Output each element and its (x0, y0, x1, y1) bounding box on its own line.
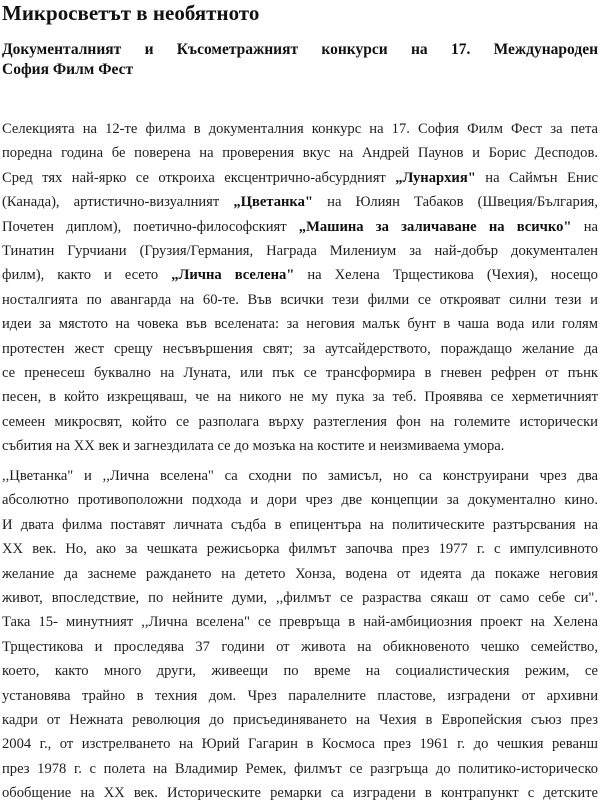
text-segment: което, както много други, живеещи по време на социалистическия режим, се (2, 663, 598, 680)
text-line (2, 659, 598, 683)
text-segment: поредна година бе поверена на проверения вкус на Андрей Паунов и Борис Десподов. (2, 145, 598, 162)
text-segment: И двата филма поставят личната съдба в епицентъра на политическите разтърсвания на (2, 516, 598, 533)
article-title: Микросветът в необятното (2, 1, 260, 25)
text-line (2, 117, 598, 141)
text-line (2, 732, 598, 756)
text-line (2, 166, 598, 190)
text-segment: на Юлиян Табаков (Швеция/България, (313, 194, 598, 211)
text-segment: семеен микросвят, който се разполага върху разтегления фон на големите исторически (2, 413, 598, 430)
text-segment: Почетен диплом), поетично-философският (2, 218, 299, 235)
film-title-bold: „Лична вселена" (171, 267, 295, 284)
text-segment: установява трайно в техния дом. Чрез паралелните пластове, изградени от архивни (2, 687, 598, 704)
subtitle-line: Документалният и Късометражният конкурси на 17. Международен (2, 41, 598, 58)
subtitle-line: София Филм Фест (2, 61, 134, 78)
text-line (2, 190, 598, 214)
text-line (2, 610, 598, 634)
text-segment: на (571, 218, 599, 235)
film-title-bold: „Цветанка" (233, 194, 314, 211)
paragraph-1 (2, 117, 598, 458)
text-segment: живот, впоследствие, по нейните думи, ,,филмът се разраства сякаш от само себе си". (2, 589, 598, 606)
text-line (2, 586, 598, 610)
text-segment: идеи за мястото на човека във вселената: за неговия малък бунт в чаша вода или голям (2, 316, 598, 333)
article-subtitle (2, 40, 598, 80)
text-line (2, 513, 598, 537)
text-segment: на Саймън Енис (475, 169, 598, 186)
text-line (2, 757, 598, 781)
text-segment: Така 15- минутният ,,Лична вселена" се превръща в най-амбициозния проект на Хелена (2, 614, 598, 631)
text-line (2, 635, 598, 659)
text-line (2, 361, 598, 385)
text-line (2, 337, 598, 361)
text-line (2, 488, 598, 512)
text-segment: Тинатин Гурчиани (Грузия/Германия, Награда Милениум за най-добър документален (2, 242, 598, 259)
text-segment: Трщестикова и проследява 37 години от живота на обикновеното чешко семейство, (2, 638, 598, 655)
text-segment: обобщение на XX век. Историческите ремарки са изградени в контрапункт с детските (2, 785, 598, 802)
film-title-bold: „Машина за заличаване на всичко" (298, 218, 572, 235)
paragraph-2 (2, 464, 598, 805)
text-line (2, 385, 598, 409)
text-segment: се пренесеш буквално на Луната, или пък се трансформира в гневен рефрен от пънк (2, 364, 598, 381)
text-line (2, 239, 598, 263)
text-line (2, 562, 598, 586)
text-segment: през 1978 г. с полета на Владимир Ремек, филмът се разгръща до политико-историческо (2, 760, 598, 777)
text-segment: (Канада), артистично-визуалният (2, 194, 234, 211)
text-line (2, 781, 598, 805)
text-segment: XX век. Но, ако за чешката режисьорка филмът започва през 1977 г. с импулсивното (2, 541, 598, 558)
text-line (2, 410, 598, 434)
text-segment: песен, в който изкрещяваш, че на никого не му пука за теб. Проявява се херметичният (2, 389, 598, 406)
text-line (2, 263, 598, 287)
text-segment: филм), както и есето (2, 267, 172, 284)
text-line (2, 215, 598, 239)
text-line (2, 537, 598, 561)
text-segment: 2004 г., от изстрелването на Юрий Гагарин в Космоса през 1961 г. до чешкия реванш (2, 736, 598, 753)
text-segment: събития на XX век и загнездилата се до мозъка на костите и неизмиваема умора. (2, 438, 505, 455)
text-segment: носталгията по авангарда на 60-те. Във всички тези филми се открояват силни тези и (2, 291, 598, 308)
text-segment: Сред тях най-ярко се откроиха ексцентрично-абсурдният (2, 169, 396, 186)
text-segment: на Хелена Трщестикова (Чехия), носещо (294, 267, 598, 284)
film-title-bold: „Лунархия" (395, 169, 476, 186)
text-line (2, 434, 598, 458)
text-segment: абсолютно противоположни подхода и дори чрез две концепции за документално кино. (2, 492, 598, 509)
text-line (2, 464, 598, 488)
text-line (2, 684, 598, 708)
text-segment: протестен жест срещу несъвършения свят; за аутсайдерството, пораждащо желание да (2, 340, 598, 357)
text-segment: желание да заснеме раждането на детето Хонза, водена от идеята да покаже неговия (2, 565, 598, 582)
text-segment: кадри от Нежната революция до присъединяването на Чехия в Европейския съюз през (2, 711, 598, 728)
text-segment: Селекцията на 12-те филма в документалния конкурс на 17. София Филм Фест за пета (2, 121, 598, 137)
text-line (2, 708, 598, 732)
text-segment: ,,Цветанка" и ,,Лична вселена" са сходни по замисъл, но са конструирани чрез два (2, 468, 598, 484)
text-line (2, 312, 598, 336)
text-line (2, 141, 598, 165)
text-line (2, 288, 598, 312)
